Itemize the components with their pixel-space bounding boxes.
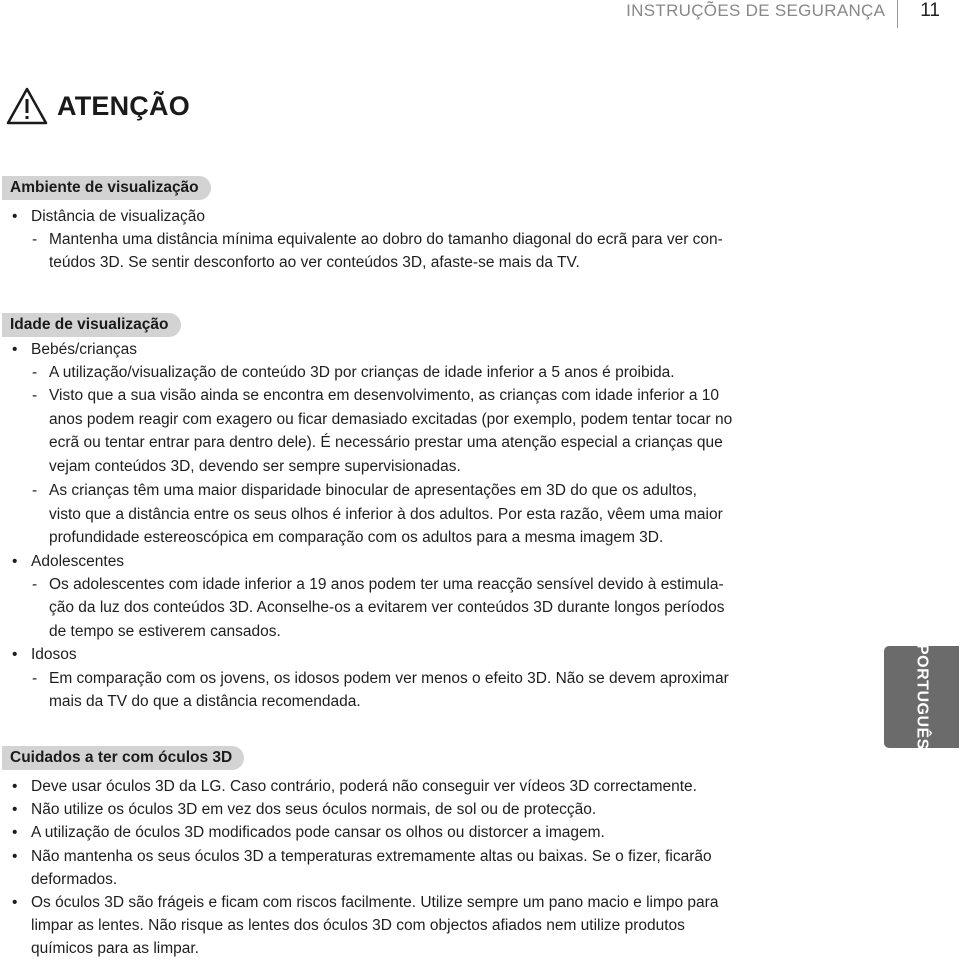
header-divider <box>897 0 898 28</box>
language-label: PORTUGUÊS <box>913 644 931 750</box>
bullet-text-continued: deformados. <box>31 871 118 888</box>
page-number: 11 <box>920 0 940 21</box>
dash: - <box>32 576 38 593</box>
page-header <box>626 0 960 30</box>
dash-text-continued: vejam conteúdos 3D, devendo ser sempre supervisionadas. <box>49 458 461 475</box>
bullet-text: Os óculos 3D são frágeis e ficam com riscos facilmente. Utilize sempre um pano macio e limpo para <box>31 894 719 911</box>
bullet-text: Não mantenha os seus óculos 3D a temperaturas extremamente altas ou baixas. Se o fizer, ficarão <box>31 848 712 865</box>
bullet-text: A utilização de óculos 3D modificados pode cansar os olhos ou distorcer a imagem. <box>31 824 605 841</box>
dash: - <box>32 364 38 381</box>
dash-text-continued: profundidade estereoscópica em comparação com os adultos para a mesma imagem 3D. <box>49 529 664 546</box>
dash-text-continued: anos podem reagir com exagero ou ficar demasiado excitadas (por exemplo, podem tentar tocar no <box>49 411 733 428</box>
bullet: • <box>12 341 18 358</box>
dash: - <box>32 670 38 687</box>
dash-text-continued: ecrã ou tentar entrar para dentro dele). É necessário prestar uma atenção especial a crianças que <box>49 434 723 451</box>
dash-text-continued: de tempo se estiverem cansados. <box>49 623 281 640</box>
bullet-text-continued: químicos para as limpar. <box>31 940 199 957</box>
bullet-text: Bebés/crianças <box>31 341 137 358</box>
attention-heading <box>5 86 190 126</box>
bullet: • <box>12 208 18 225</box>
bullet-text: Distância de visualização <box>31 208 206 225</box>
section-heading-viewing-environment: Ambiente de visualização <box>2 176 211 200</box>
dash: - <box>32 387 38 404</box>
dash-text-continued: ção da luz dos conteúdos 3D. Aconselhe-os a evitarem ver conteúdos 3D durante longos períodos <box>49 599 725 616</box>
dash-text: Em comparação com os jovens, os idosos podem ver menos o efeito 3D. Não se devem aproximar <box>49 670 729 687</box>
bullet: • <box>12 848 18 865</box>
dash-text: Os adolescentes com idade inferior a 19 anos podem ter uma reacção sensível devido à estimula- <box>49 576 724 593</box>
warning-icon <box>5 86 49 126</box>
bullet: • <box>12 824 18 841</box>
bullet-text: Não utilize os óculos 3D em vez dos seus óculos normais, de sol ou de protecção. <box>31 801 597 818</box>
dash: - <box>32 231 38 248</box>
bullet-text: Deve usar óculos 3D da LG. Caso contrário, poderá não conseguir ver vídeos 3D correctamente. <box>31 778 697 795</box>
bullet: • <box>12 646 18 663</box>
bullet: • <box>12 778 18 795</box>
language-tab <box>884 646 959 748</box>
dash-text-continued: visto que a distância entre os seus olhos é inferior à dos adultos. Por esta razão, vêem uma maior <box>49 506 723 523</box>
bullet-text-continued: limpar as lentes. Não risque as lentes dos óculos 3D com objectos afiados nem utilize produtos <box>31 917 685 934</box>
attention-title: ATENÇÃO <box>57 90 190 121</box>
section-heading-viewing-age: Idade de visualização <box>2 313 181 337</box>
dash-text-continued: mais da TV do que a distância recomendada. <box>49 693 361 710</box>
dash-text: A utilização/visualização de conteúdo 3D por crianças de idade inferior a 5 anos é proibida. <box>49 364 675 381</box>
section-title: INSTRUÇÕES DE SEGURANÇA <box>626 1 886 20</box>
dash-text: As crianças têm uma maior disparidade binocular de apresentações em 3D do que os adultos, <box>49 482 697 499</box>
bullet: • <box>12 553 18 570</box>
dash-text: Mantenha uma distância mínima equivalente ao dobro do tamanho diagonal do ecrã para ver con- <box>49 231 723 248</box>
bullet-text: Idosos <box>31 646 77 663</box>
dash-text: Visto que a sua visão ainda se encontra em desenvolvimento, as crianças com idade inferior a 10 <box>49 387 720 404</box>
bullet: • <box>12 894 18 911</box>
dash-text-continued: teúdos 3D. Se sentir desconforto ao ver conteúdos 3D, afaste-se mais da TV. <box>49 254 580 271</box>
bullet-text: Adolescentes <box>31 553 125 570</box>
dash: - <box>32 482 38 499</box>
bullet: • <box>12 801 18 818</box>
section-heading-glasses-care: Cuidados a ter com óculos 3D <box>2 746 244 770</box>
